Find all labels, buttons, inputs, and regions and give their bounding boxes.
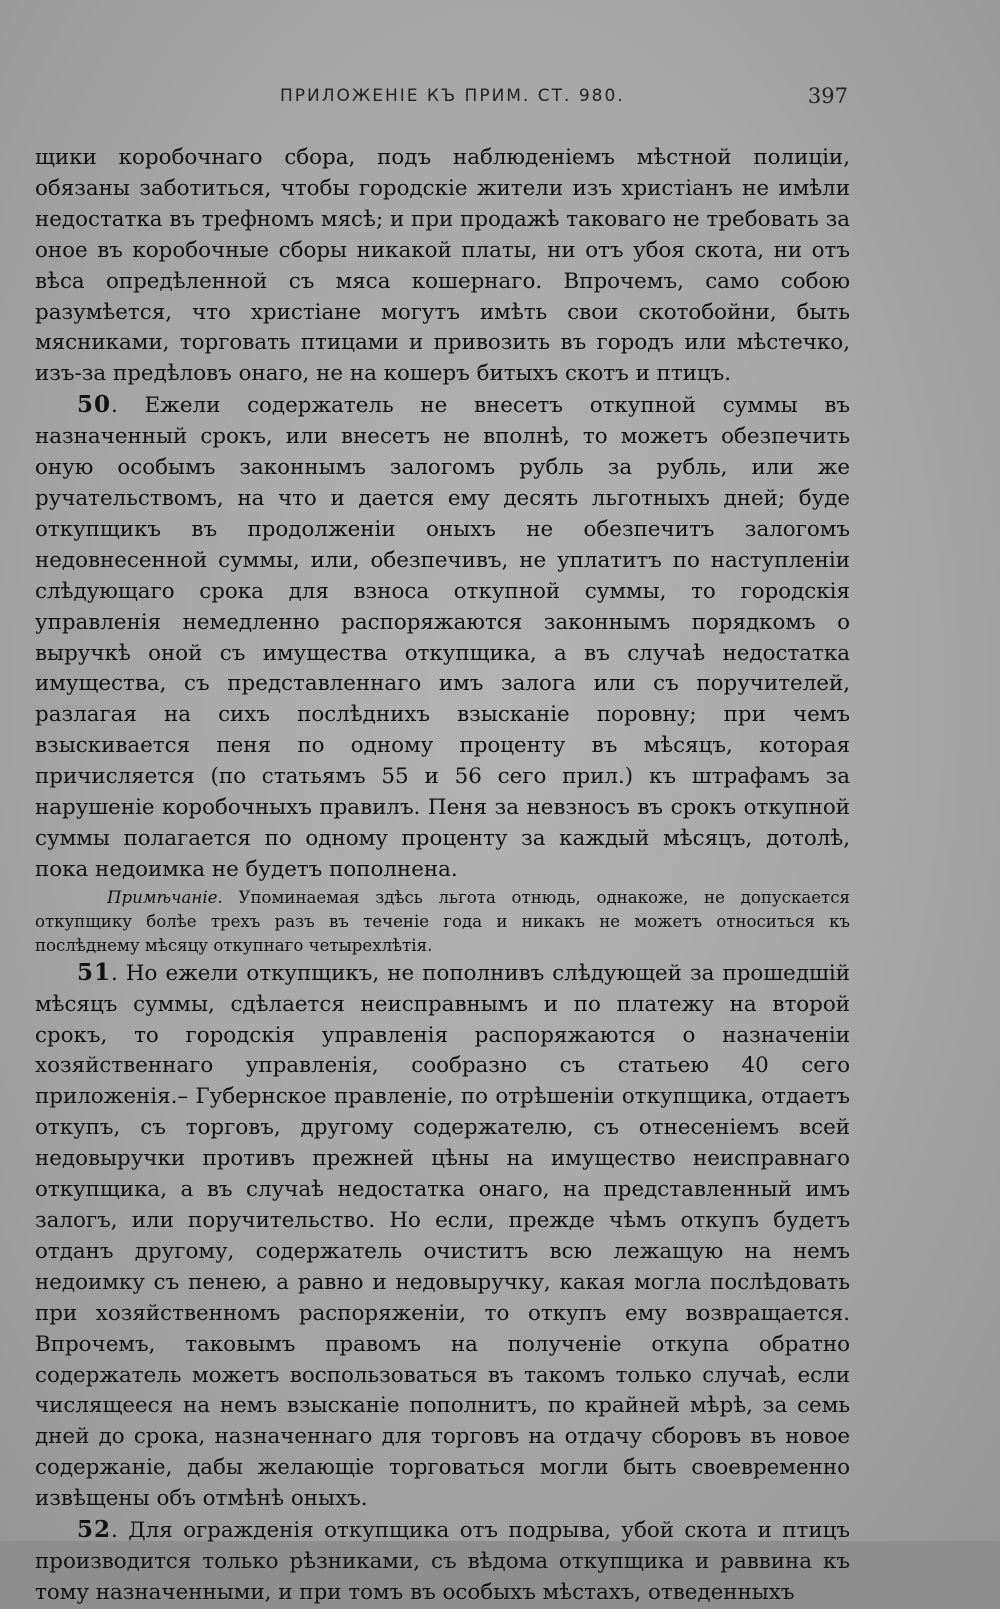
- section-number: 51: [77, 958, 112, 986]
- section-text: Ежели содержатель не внесетъ откупной суммы въ назначенный срокъ, или внесетъ не вполнѣ, то можетъ обезпечить оную особымъ законнымъ залогомъ рубль за рубль, или же ручательствомъ, на что и дается ему десять льготныхъ дней; буде откупщикъ въ продолженіи оныхъ не обезпечитъ залогомъ недовнесенной суммы, или, обезпечивъ, не уплатитъ по наступленіи слѣдующаго срока для взноса откупной суммы, то городскія управленія немедленно распоряжаются законнымъ порядкомъ о выручкѣ оной съ имущества откупщика, а въ случаѣ недостатка имущества, съ представленнаго имъ залога или съ поручителей, разлагая на сихъ послѣднихъ взысканіе поровну; при чемъ взыскивается пеня по одному проценту въ мѣсяцъ, которая причисляется (по статьямъ 55 и 56 сего прил.) къ штрафамъ за нарушеніе коробочныхъ правилъ. Пеня за невзносъ въ срокъ откупной суммы полагается по одному проценту за каждый мѣсяцъ, дотолѣ, пока недоимка не будетъ пополнена.: [35, 393, 850, 882]
- section-number: 50: [77, 391, 112, 419]
- note: [35, 886, 850, 958]
- intro-paragraph: щики коробочнаго сбора, подъ наблюденіемъ мѣстной полиціи, обязаны заботиться, чтобы городскіе жители изъ христіанъ не имѣли недостатка въ трефномъ мясѣ; и при продажѣ таковаго не требовать за оное въ коробочные сборы никакой платы, ни отъ убоя скота, ни отъ вѣса опредѣленной съ мяса кошернаго. Впрочемъ, само собою разумѣется, что христіане могутъ имѣть свои скотобойни, быть мясниками, торговать птицами и привозить въ городъ или мѣстечко, изъ-за предѣловъ онаго, не на кошеръ битыхъ скотъ и птицъ.: [35, 145, 850, 387]
- section-52: [35, 1515, 850, 1609]
- page-body: [35, 143, 850, 1609]
- note-label: Примѣчаніе.: [107, 887, 223, 907]
- section-51: [35, 958, 850, 1515]
- section-number-dot: .: [111, 960, 126, 986]
- section-50: [35, 390, 850, 886]
- section-text: Для огражденія откупщика отъ подрыва, убой скота и птицъ производится только рѣзниками, съ вѣдома откупщика и раввина къ тому назначенными, и при томъ въ особыхъ мѣстахъ, отведенныхъ: [35, 1518, 850, 1605]
- section-number-dot: .: [111, 393, 145, 419]
- section-text: Но ежели откупщикъ, не пополнивъ слѣдующей за прошедшій мѣсяцъ суммы, сдѣлается неисправнымъ и по платежу на второй срокъ, то городскія управленія распоряжаются о назначеніи хозяйственнаго управленія, сообразно съ статьею 40 сего приложенія.– Губернское правленіе, по отрѣшеніи откупщика, отдаетъ откупъ, съ торговъ, другому содержателю, съ отнесеніемъ всей недовыручки противъ прежней цѣны на имущество неисправнаго откупщика, а въ случаѣ недостатка онаго, на представленный имъ залогъ, или поручительство. Но если, прежде чѣмъ откупъ будетъ отданъ другому, содержатель очиститъ всю лежащую на немъ недоимку съ пенею, а равно и недовыручку, какая могла послѣдовать при хозяйственномъ распоряженіи, то откупъ ему возвращается. Впрочемъ, таковымъ правомъ на полученіе откупа обратно содержатель можетъ воспользоваться въ такомъ только случаѣ, если числящееся на немъ взысканіе пополнитъ, по крайней мѣрѣ, за семь дней до срока, назначеннаго для торговъ на отдачу сборовъ въ новое содержаніе, дабы желающіе торговаться могли быть своевременно извѣщены объ отмѣнѣ оныхъ.: [35, 960, 850, 1512]
- running-title: ПРИЛОЖЕНІЕ КЪ ПРИМ. СТ. 980.: [280, 86, 625, 106]
- note-text: Упоминаемая здѣсь льгота отнюдь, однакоже, не допускается откупщику болѣе трехъ разъ въ теченіе года и никакъ не можетъ относиться къ послѣднему мѣсяцу откупнаго четырехлѣтія.: [35, 887, 850, 955]
- section-number-dot: .: [111, 1518, 129, 1544]
- section-number: 52: [77, 1516, 112, 1544]
- page-number: 397: [807, 84, 848, 108]
